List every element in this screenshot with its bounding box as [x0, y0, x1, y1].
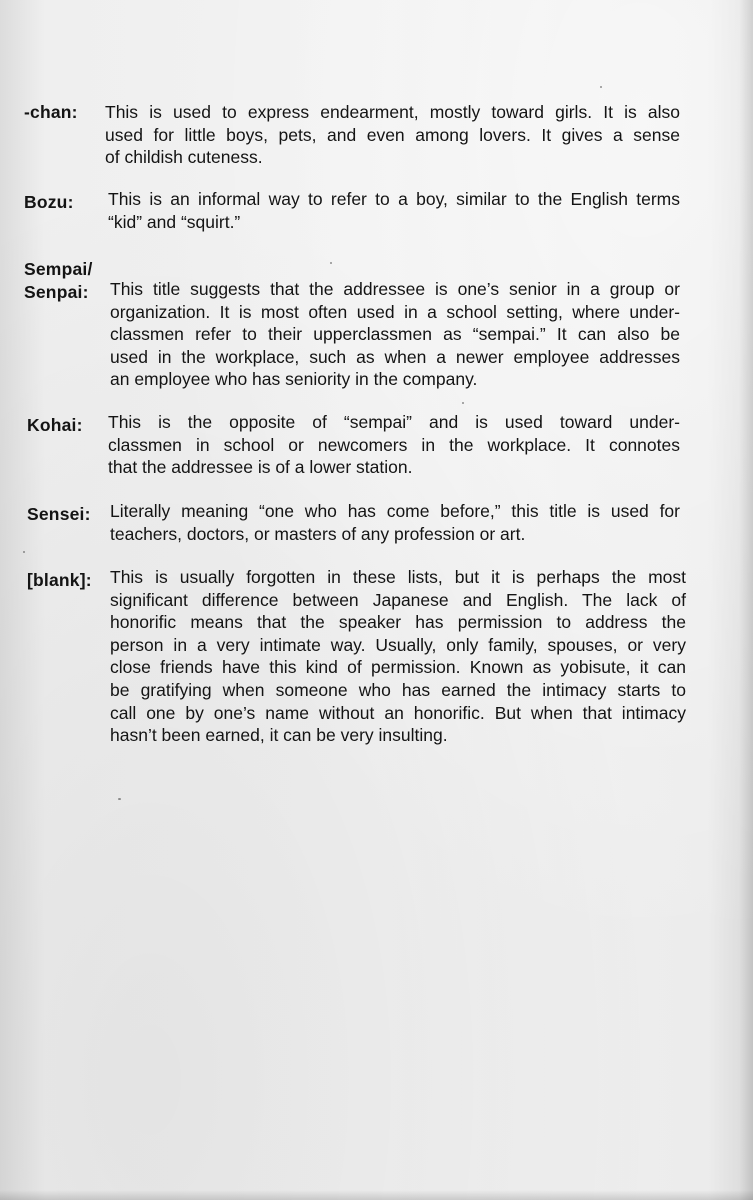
definition-line: honorific means that the speaker has permission to address the: [110, 612, 686, 633]
definition-line: significant difference between Japanese and English. The lack of: [110, 589, 686, 610]
definition-line: call one by one’s name without an honorific. But when that intimacy: [110, 702, 686, 723]
definition-line: Literally meaning “one who has come before,” this title is used for: [110, 501, 680, 521]
definition-line: hasn’t been earned, it can be very insulting.: [110, 725, 448, 746]
entry-term: Senpai:: [24, 282, 89, 302]
entry-term-line1: Sempai/: [24, 259, 93, 279]
definition-line: used in the workplace, such as when a newer employee addresses: [110, 346, 680, 367]
entry-definition: [108, 188, 680, 233]
definition-line: This title suggests that the addressee is one’s senior in a group or: [110, 279, 680, 299]
entry-term: Sensei:: [27, 504, 91, 524]
definition-line: This is usually forgotten in these lists, but it is perhaps the most: [110, 567, 686, 587]
page-edge-shadow: [739, 0, 753, 1200]
page-bottom-shadow: [0, 1190, 753, 1200]
entry-term: Kohai:: [27, 415, 83, 435]
entry-definition: [105, 101, 680, 169]
definition-line: classmen in school or newcomers in the workplace. It connotes: [108, 434, 680, 455]
glossary-entry-chan: [24, 101, 686, 171]
definition-line: teachers, doctors, or masters of any profession or art.: [110, 523, 526, 544]
definition-line: classmen refer to their upperclassmen as “sempai.” It can also be: [110, 324, 680, 345]
scan-speck: [462, 402, 464, 404]
entry-definition: [110, 278, 680, 391]
glossary-entry-kohai: [24, 411, 686, 481]
definition-line: of childish cuteness.: [105, 147, 263, 168]
definition-line: be gratifying when someone who has earned the intimacy starts to: [110, 679, 686, 700]
entry-term: -chan:: [24, 102, 78, 122]
entry-definition: [108, 411, 680, 479]
entry-term: Bozu:: [24, 192, 74, 212]
definition-line: “kid” and “squirt.”: [108, 211, 241, 232]
glossary-entry-senpai: [24, 258, 686, 394]
entry-definition: [110, 500, 680, 545]
entry-definition: [110, 566, 686, 747]
scan-speck: [600, 86, 602, 88]
scan-speck: [23, 551, 25, 553]
glossary-entry-blank: [24, 566, 686, 751]
definition-line: organization. It is most often used in a school setting, where under-: [110, 301, 680, 322]
definition-line: person in a very intimate way. Usually, only family, spouses, or very: [110, 634, 686, 655]
entry-term: [blank]:: [27, 570, 92, 590]
definition-line: close friends have this kind of permission. Known as yobisute, it can: [110, 657, 686, 678]
glossary-entry-bozu: [24, 188, 686, 236]
definition-line: an employee who has seniority in the company.: [110, 369, 478, 390]
scan-speck: [118, 798, 121, 800]
definition-line: This is an informal way to refer to a boy, similar to the English terms: [108, 189, 680, 209]
definition-line: that the addressee is of a lower station.: [108, 457, 413, 478]
definition-line: used for little boys, pets, and even among lovers. It gives a sense: [105, 124, 680, 145]
definition-line: This is the opposite of “sempai” and is used toward under-: [108, 412, 680, 432]
definition-line: This is used to express endearment, mostly toward girls. It is also: [105, 102, 680, 122]
glossary-entry-sensei: [24, 500, 686, 548]
